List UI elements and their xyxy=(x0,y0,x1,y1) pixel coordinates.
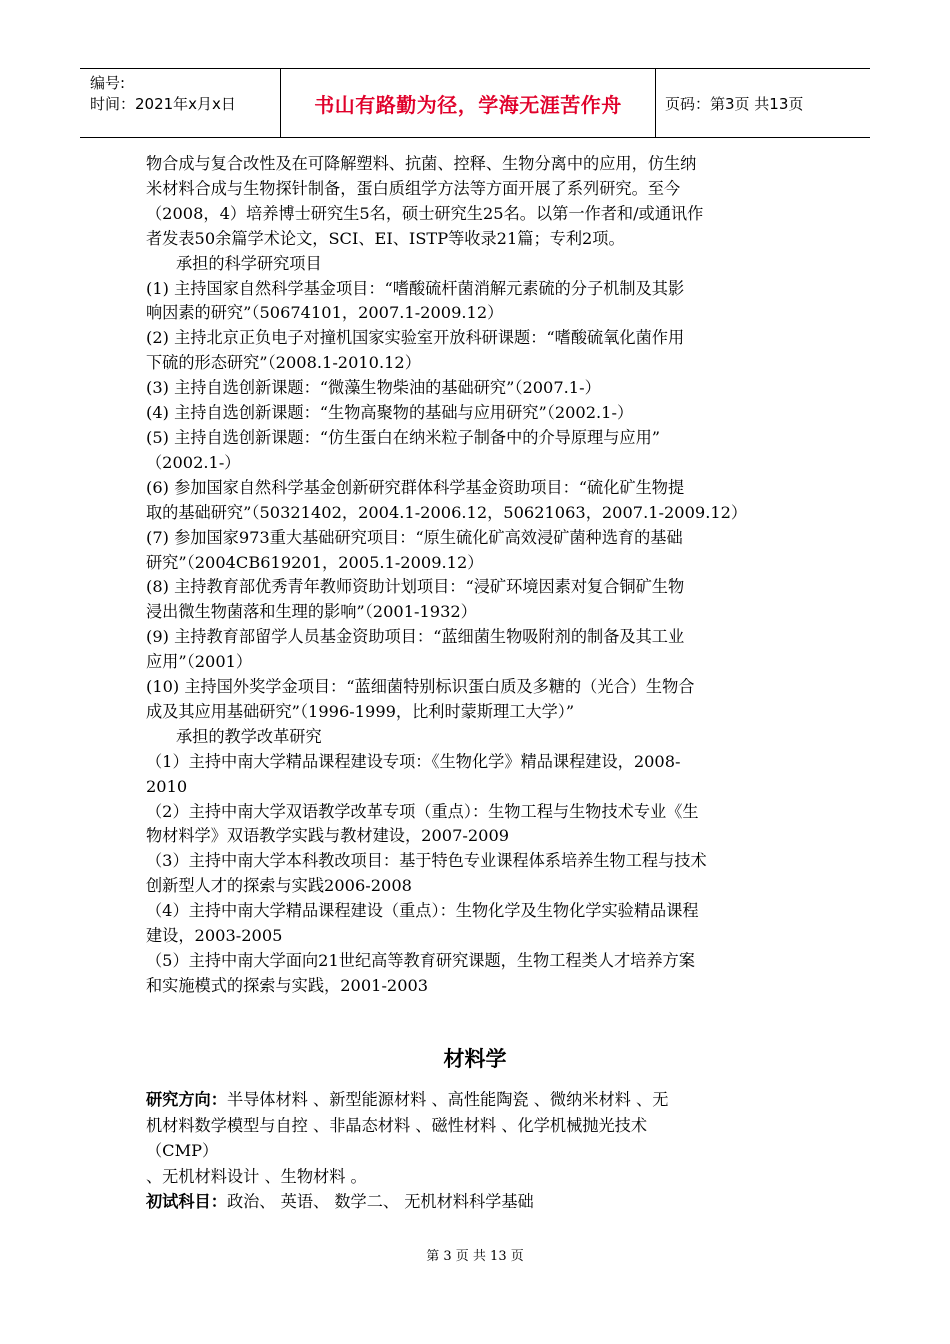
exam-subjects-text: 政治、 英语、 数学二、 无机材料科学基础 xyxy=(226,1192,534,1211)
project-line: 成及其应用基础研究”（1996-1999，比利时蒙斯理工大学）” xyxy=(146,701,575,721)
project-line: 下硫的形态研究”（2008.1-2010.12） xyxy=(146,353,421,373)
header-meta xyxy=(90,73,275,115)
teaching-line: （2）主持中南大学双语教学改革专项（重点）：生物工程与生物技术专业《生 xyxy=(146,801,699,821)
project-line: 响因素的研究”（50674101，2007.1-2009.12） xyxy=(146,303,504,323)
research-direction-line: 机材料数学模型与自控 、非晶态材料 、磁性材料 、化学机械抛光技术 xyxy=(146,1115,648,1135)
page-footer: 第 3 页 共 13 页 xyxy=(426,1249,524,1264)
teaching-line: 建设，2003-2005 xyxy=(146,926,283,946)
teaching-line: （3）主持中南大学本科教改项目：基于特色专业课程体系培养生物工程与技术 xyxy=(146,851,707,871)
project-line: (3) 主持自选创新课题：“微藻生物柴油的基础研究”（2007.1-） xyxy=(146,378,601,398)
exam-subjects-label: 初试科目： xyxy=(146,1192,227,1211)
header-motto: 书山有路勤为径，学海无涯苦作舟 xyxy=(314,92,622,117)
body-text xyxy=(146,152,810,999)
body-line: 物合成与复合改性及在可降解塑料、抗菌、控释、生物分离中的应用，仿生纳 xyxy=(146,154,697,173)
body-line: 米材料合成与生物探针制备，蛋白质组学方法等方面开展了系列研究。至今 xyxy=(146,178,681,198)
teaching-line: （1）主持中南大学精品课程建设专项：《生物化学》精品课程建设，2008- xyxy=(146,751,681,771)
teaching-line: 物材料学》双语教学实践与教材建设，2007-2009 xyxy=(146,826,510,846)
project-line: 应用”（2001） xyxy=(146,652,253,672)
project-line: (10) 主持国外奖学金项目：“蓝细菌特别标识蛋白质及多糖的（光合）生物合 xyxy=(146,677,695,697)
project-line: (2) 主持北京正负电子对撞机国家实验室开放科研课题：“嗜酸硫氧化菌作用 xyxy=(146,328,685,348)
major-info xyxy=(146,1087,810,1215)
project-line: (4) 主持自选创新课题：“生物高聚物的基础与应用研究”（2002.1-） xyxy=(146,403,634,423)
project-line: 浸出微生物菌落和生理的影响”（2001-1932） xyxy=(146,602,477,622)
project-line: 取的基础研究”（50321402，2004.1-2006.12，50621063，2007.1-2009.12） xyxy=(146,502,748,522)
document-header xyxy=(80,68,870,138)
project-line: (1) 主持国家自然科学基金项目：“嗜酸硫杆菌消解元素硫的分子机制及其影 xyxy=(146,278,685,298)
body-line: （2008，4）培养博士研究生5名，硕士研究生25名。以第一作者和/或通讯作 xyxy=(146,203,704,223)
project-line: 研究”（2004CB619201，2005.1-2009.12） xyxy=(146,552,484,572)
project-line: (6) 参加国家自然科学基金创新研究群体科学基金资助项目：“硫化矿生物提 xyxy=(146,477,685,497)
document-number-label: 编号: xyxy=(90,74,126,92)
research-direction-line: 、无机材料设计 、生物材料 。 xyxy=(146,1166,367,1186)
project-line: (8) 主持教育部优秀青年教师资助计划项目：“浸矿环境因素对复合铜矿生物 xyxy=(146,577,685,597)
project-line: (7) 参加国家973重大基础研究项目：“原生硫化矿高效浸矿菌种选育的基础 xyxy=(146,527,683,547)
research-direction-line: （CMP） xyxy=(146,1141,219,1160)
project-line: (9) 主持教育部留学人员基金资助项目：“蓝细菌生物吸附剂的制备及其工业 xyxy=(146,627,685,647)
header-divider xyxy=(655,69,656,137)
research-direction-text: 半导体材料 、新型能源材料 、高性能陶瓷 、微纳米材料 、无 xyxy=(226,1090,669,1109)
section-title: 材料学 xyxy=(443,1047,507,1071)
document-date: 时间：2021年x月x日 xyxy=(90,95,236,113)
project-line: (5) 主持自选创新课题：“仿生蛋白在纳米粒子制备中的介导原理与应用” xyxy=(146,427,661,447)
teaching-line: （4）主持中南大学精品课程建设（重点）：生物化学及生物化学实验精品课程 xyxy=(146,901,699,921)
research-projects-heading: 承担的科学研究项目 xyxy=(176,253,322,273)
teaching-line: 创新型人才的探索与实践2006-2008 xyxy=(146,876,412,896)
teaching-reform-heading: 承担的教学改革研究 xyxy=(176,726,322,746)
teaching-line: （5）主持中南大学面向21世纪高等教育研究课题，生物工程类人才培养方案 xyxy=(146,951,695,970)
research-direction-label: 研究方向： xyxy=(146,1090,227,1109)
body-line: 者发表50余篇学术论文，SCI、EI、ISTP等收录21篇；专利2项。 xyxy=(146,228,625,248)
teaching-line: 和实施模式的探索与实践，2001-2003 xyxy=(146,975,429,995)
teaching-line: 2010 xyxy=(146,776,188,796)
research-direction xyxy=(146,1087,810,1113)
header-page-info: 页码：第3页 共13页 xyxy=(665,94,804,113)
project-line: （2002.1-） xyxy=(146,452,241,472)
exam-subjects xyxy=(146,1189,810,1215)
